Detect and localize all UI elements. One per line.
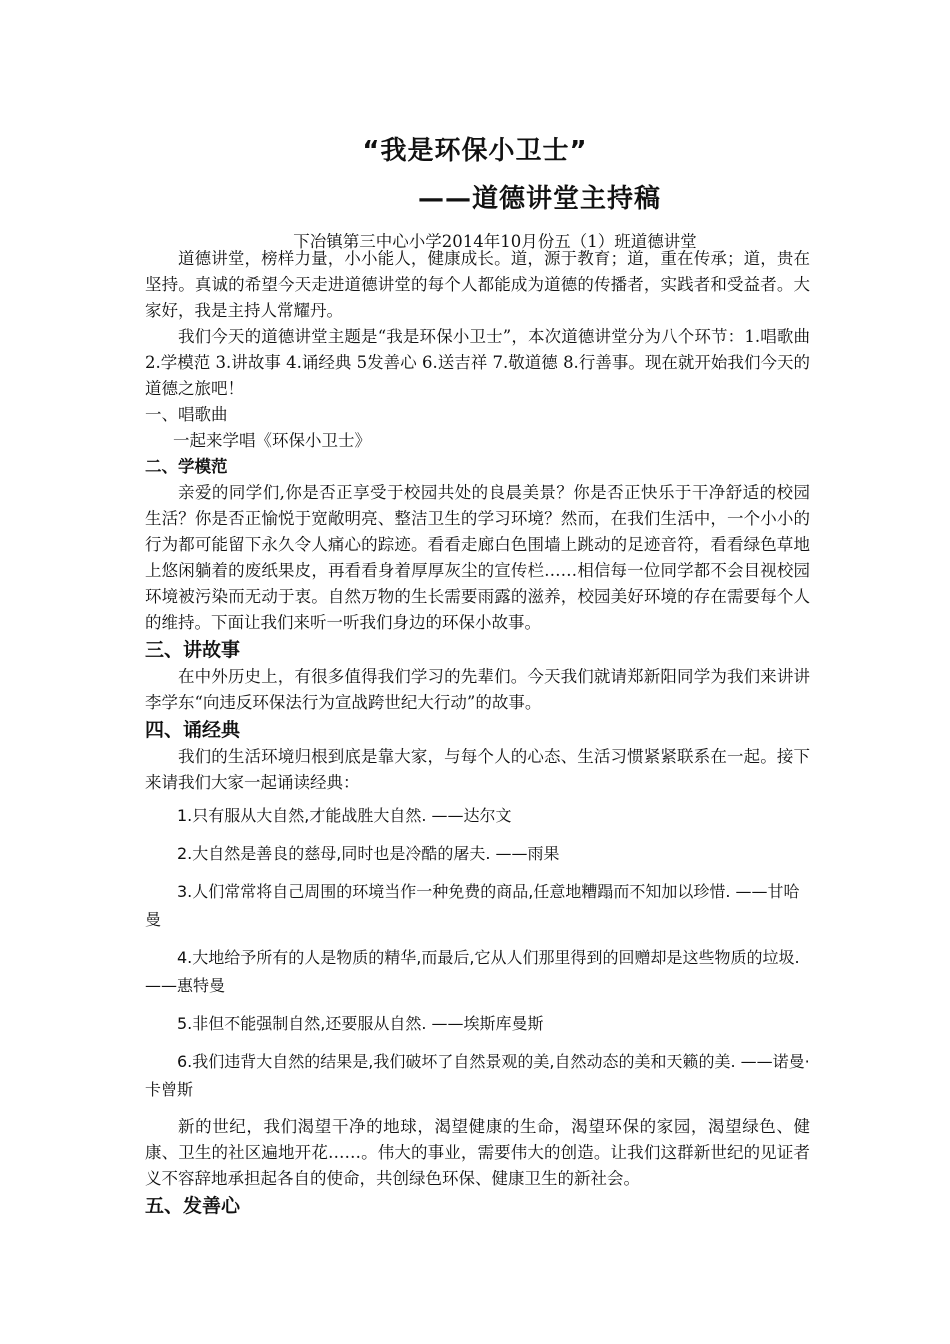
school-line: 下冶镇第三中心小学2014年10月份五（1）班道德讲堂 xyxy=(293,232,697,251)
document-title: “我是环保小卫士” xyxy=(362,136,588,166)
quote-item: 2.大自然是善良的慈母,同时也是冷酷的屠夫. ——雨果 xyxy=(177,844,560,863)
section-heading-4: 四、诵经典 xyxy=(145,719,241,741)
intro-paragraph-1: 道德讲堂，榜样力量，小小能人，健康成长。道，源于教育；道，重在传承；道，贵在坚持。真诚的希望今天走进道德讲堂的每个人都能成为道德的传播者，实践者和受益者。大家好，我是主持人常耀丹。 xyxy=(145,249,810,320)
quote-item: 4.大地给予所有的人是物质的精华,而最后,它从人们那里得到的回赠却是这些物质的垃圾. ——惠特曼 xyxy=(145,948,800,995)
document-body xyxy=(145,246,810,1220)
section-closing-4: 新的世纪，我们渴望干净的地球，渴望健康的生命，渴望环保的家园，渴望绿色、健康、卫生的社区遍地开花……。伟大的事业，需要伟大的创造。让我们这群新世纪的见证者义不容辞地承担起各自的使命，共创绿色环保、健康卫生的新社会。 xyxy=(145,1117,810,1188)
quote-item: 3.人们常常将自己周围的环境当作一种免费的商品,任意地糟蹋而不知加以珍惜. ——甘哈曼 xyxy=(145,882,800,929)
section-text-2: 亲爱的同学们,你是否正享受于校园共处的良晨美景？你是否正快乐于干净舒适的校园生活？你是否正愉悦于宽敞明亮、整洁卫生的学习环境？然而，在我们生活中，一个小小的行为都可能留下永久令人痛心的踪迹。看看走廊白色围墙上跳动的足迹音符，看看绿色草地上悠闲躺着的废纸果皮，再看看身着厚厚灰尘的宣传栏……相信每一位同学都不会目视校园环境被污染而无动于衷。自然万物的生长需要雨露的滋养，校园美好环境的存在需要每个人的维持。下面让我们来听一听我们身边的环保小故事。 xyxy=(145,483,810,632)
section-text-1: 一起来学唱《环保小卫士》 xyxy=(173,431,371,450)
intro-paragraph-2: 我们今天的道德讲堂主题是“我是环保小卫士”，本次道德讲堂分为八个环节：1.唱歌曲 2.学模范 3.讲故事 4.诵经典 5发善心 6.送吉祥 7.敬道德 8.行善事。现在就开始我们今天的道德之旅吧！ xyxy=(145,327,810,398)
document-subtitle: ——道德讲堂主持稿 xyxy=(418,184,662,214)
section-text-3: 在中外历史上，有很多值得我们学习的先辈们。今天我们就请郑新阳同学为我们来讲讲李学东“向违反环保法行为宣战跨世纪大行动”的故事。 xyxy=(145,667,810,712)
quote-item: 5.非但不能强制自然,还要服从自然. ——埃斯库曼斯 xyxy=(177,1014,544,1033)
section-text-4: 我们的生活环境归根到底是靠大家，与每个人的心态、生活习惯紧紧联系在一起。接下来请我们大家一起诵读经典： xyxy=(145,747,810,792)
quote-item: 6.我们违背大自然的结果是,我们破坏了自然景观的美,自然动态的美和天籁的美. ——诺曼·卡曾斯 xyxy=(145,1052,810,1099)
section-heading-3: 三、讲故事 xyxy=(145,639,241,661)
section-heading-2: 二、学模范 xyxy=(145,457,228,476)
quote-item: 1.只有服从大自然,才能战胜大自然. ——达尔文 xyxy=(177,806,512,825)
section-heading-5: 五、发善心 xyxy=(145,1195,241,1217)
section-heading-1: 一、唱歌曲 xyxy=(145,405,228,424)
